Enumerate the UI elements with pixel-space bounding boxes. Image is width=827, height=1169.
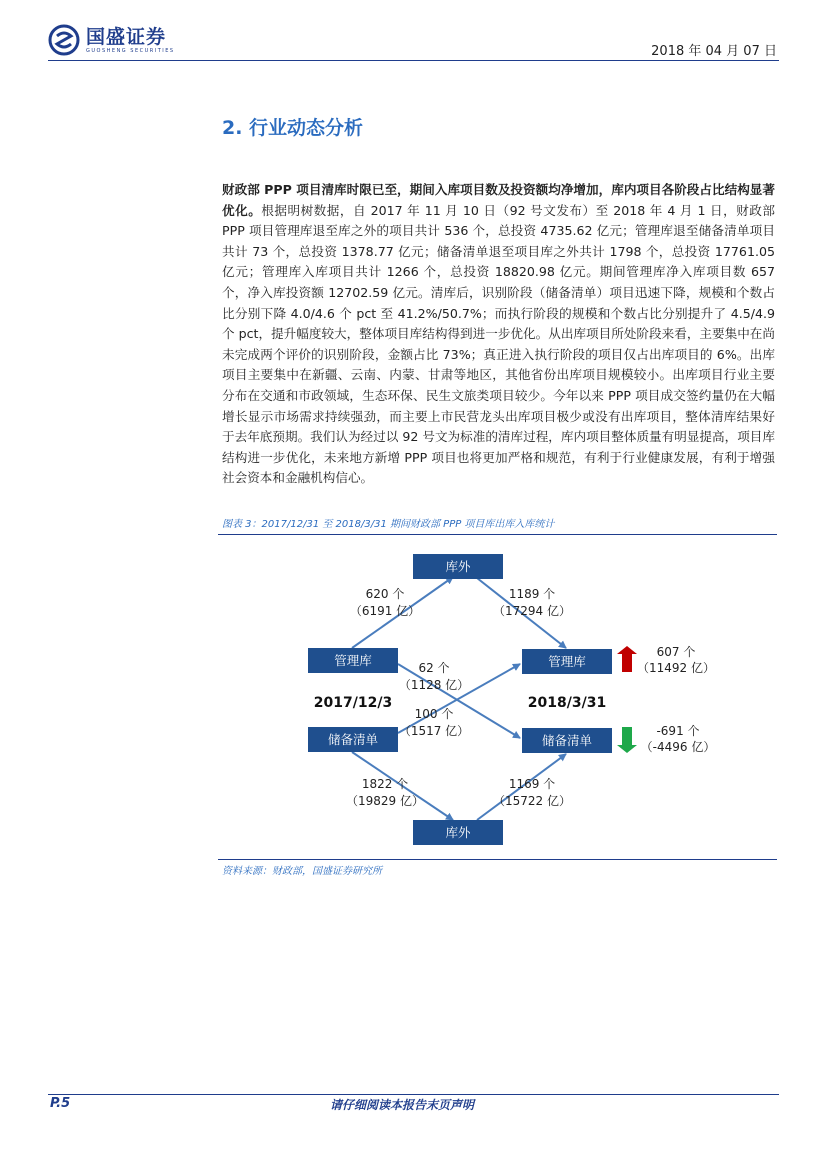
box-left-reserve [308,727,398,752]
figure-source: 资料来源：财政部，国盛证券研究所 [222,866,382,877]
paragraph-body: 根据明树数据，自 2017 年 11 月 10 日（92 号文发布）至 2018 年 4 月 1 日，财政部 PPP 项目管理库退至库之外的项目共计 536 个，总投资 4735.62 亿元；管理库退至储备清单项目共计 73 个，总投资 1378.77 亿元；储备清单退至项目库之外共计 1798 个，总投资 17761.05 亿元；管理库入库项目共计 1266 个，总投资 18820.98 亿元。期间管理库净入库项目数 657 个，净入库投资额 12702.59 亿元。清库后，识别阶段（储备清单）项目迅速下降，规模和个数占比分别下降 4.0/4.6 个 pct 至 41.2%/50.7%；而执行阶段的规模和个数占比分别提升了 4.5/4.9 个 pct，提升幅度较大，整体项目库结构得到进一步优化。从出库项目所处阶段来看，主要集中在尚未完成两个评价的识别阶段，金额占比 73%；真正进入执行阶段的项目仅占出库项目的 6%。出库项目主要集中在新疆、云南、内蒙、甘肃等地区，其他省份出库项目规模较小。出库项目行业主要分布在交通和市政领域，生态环保、民生文旅类项目较少。今年以来 PPP 项目成交签约量仍在大幅增长显示市场需求持续强劲，而主要上市民营龙头出库项目极少或没有出库项目，整体清库结果好于去年底预期。我们认为经过以 92 号文为标准的清库过程，库内项目整体质量有明显提高，项目库结构进一步优化，未来地方新增 PPP 项目也将更加严格和规范，有利于行业健康发展，有利于增强社会资本和金融机构信心。 [222,202,775,486]
box-left-mgmt [308,648,398,673]
figure-bottom-divider [218,859,777,860]
net-reserve-count: -691 个 [656,724,700,738]
label-outside-to-mgmt-count: 1189 个 [508,587,556,601]
box-bottom-outside [413,820,503,845]
net-mgmt-amount: （11492 亿） [637,661,715,675]
box-top-outside [413,554,503,579]
up-arrow-icon [617,646,637,672]
footer-disclaimer: 请仔细阅读本报告末页声明 [330,1098,475,1112]
label-reserve-to-mgmt-count: 100 个 [414,707,454,721]
label-reserve-to-outside-amount: （19829 亿） [346,794,424,808]
label-mgmt-to-reserve-amount: （1128 亿） [398,678,470,692]
logo-text: 国盛证券 [86,25,167,48]
label-reserve-to-mgmt-amount: （1517 亿） [398,724,470,738]
page-number: P.5 [50,1096,71,1111]
svg-text:库外: 库外 [445,559,471,574]
figure-title: 图表 3：2017/12/31 至 2018/3/31 期间财政部 PPP 项目库出库入库统计 [222,519,555,530]
section-title: 2. 行业动态分析 [222,117,364,139]
footer-divider [48,1094,779,1095]
date-left: 2017/12/3 [313,695,393,711]
box-right-mgmt [522,649,612,674]
svg-text:储备清单: 储备清单 [541,733,593,748]
label-mgmt-to-outside-count: 620 个 [365,587,405,601]
label-outside-to-reserve-amount: （15722 亿） [493,794,571,808]
svg-text:管理库: 管理库 [334,653,372,668]
date-right: 2018/3/31 [527,695,607,711]
svg-text:储备清单: 储备清单 [327,732,379,747]
box-right-reserve [522,728,612,753]
report-date: 2018 年 04 月 07 日 [651,44,777,59]
paragraph-lead: 财政部 PPP 项目清库时限已至，期间入库项目数及投资额均净增加，库内项目各阶段占比结构显著优化。 [222,182,775,218]
svg-text:库外: 库外 [445,825,471,840]
logo-subtext: GUOSHENG SECURITIES [86,47,175,54]
label-mgmt-to-outside-amount: （6191 亿） [349,604,421,618]
svg-text:管理库: 管理库 [548,654,586,669]
label-outside-to-mgmt-amount: （17294 亿） [493,604,571,618]
down-arrow-icon [617,727,637,753]
label-reserve-to-outside-count: 1822 个 [361,777,409,791]
net-reserve-amount: （-4496 亿） [640,740,716,754]
label-outside-to-reserve-count: 1169 个 [508,777,556,791]
net-mgmt-count: 607 个 [656,645,696,659]
label-mgmt-to-reserve-count: 62 个 [418,661,450,675]
